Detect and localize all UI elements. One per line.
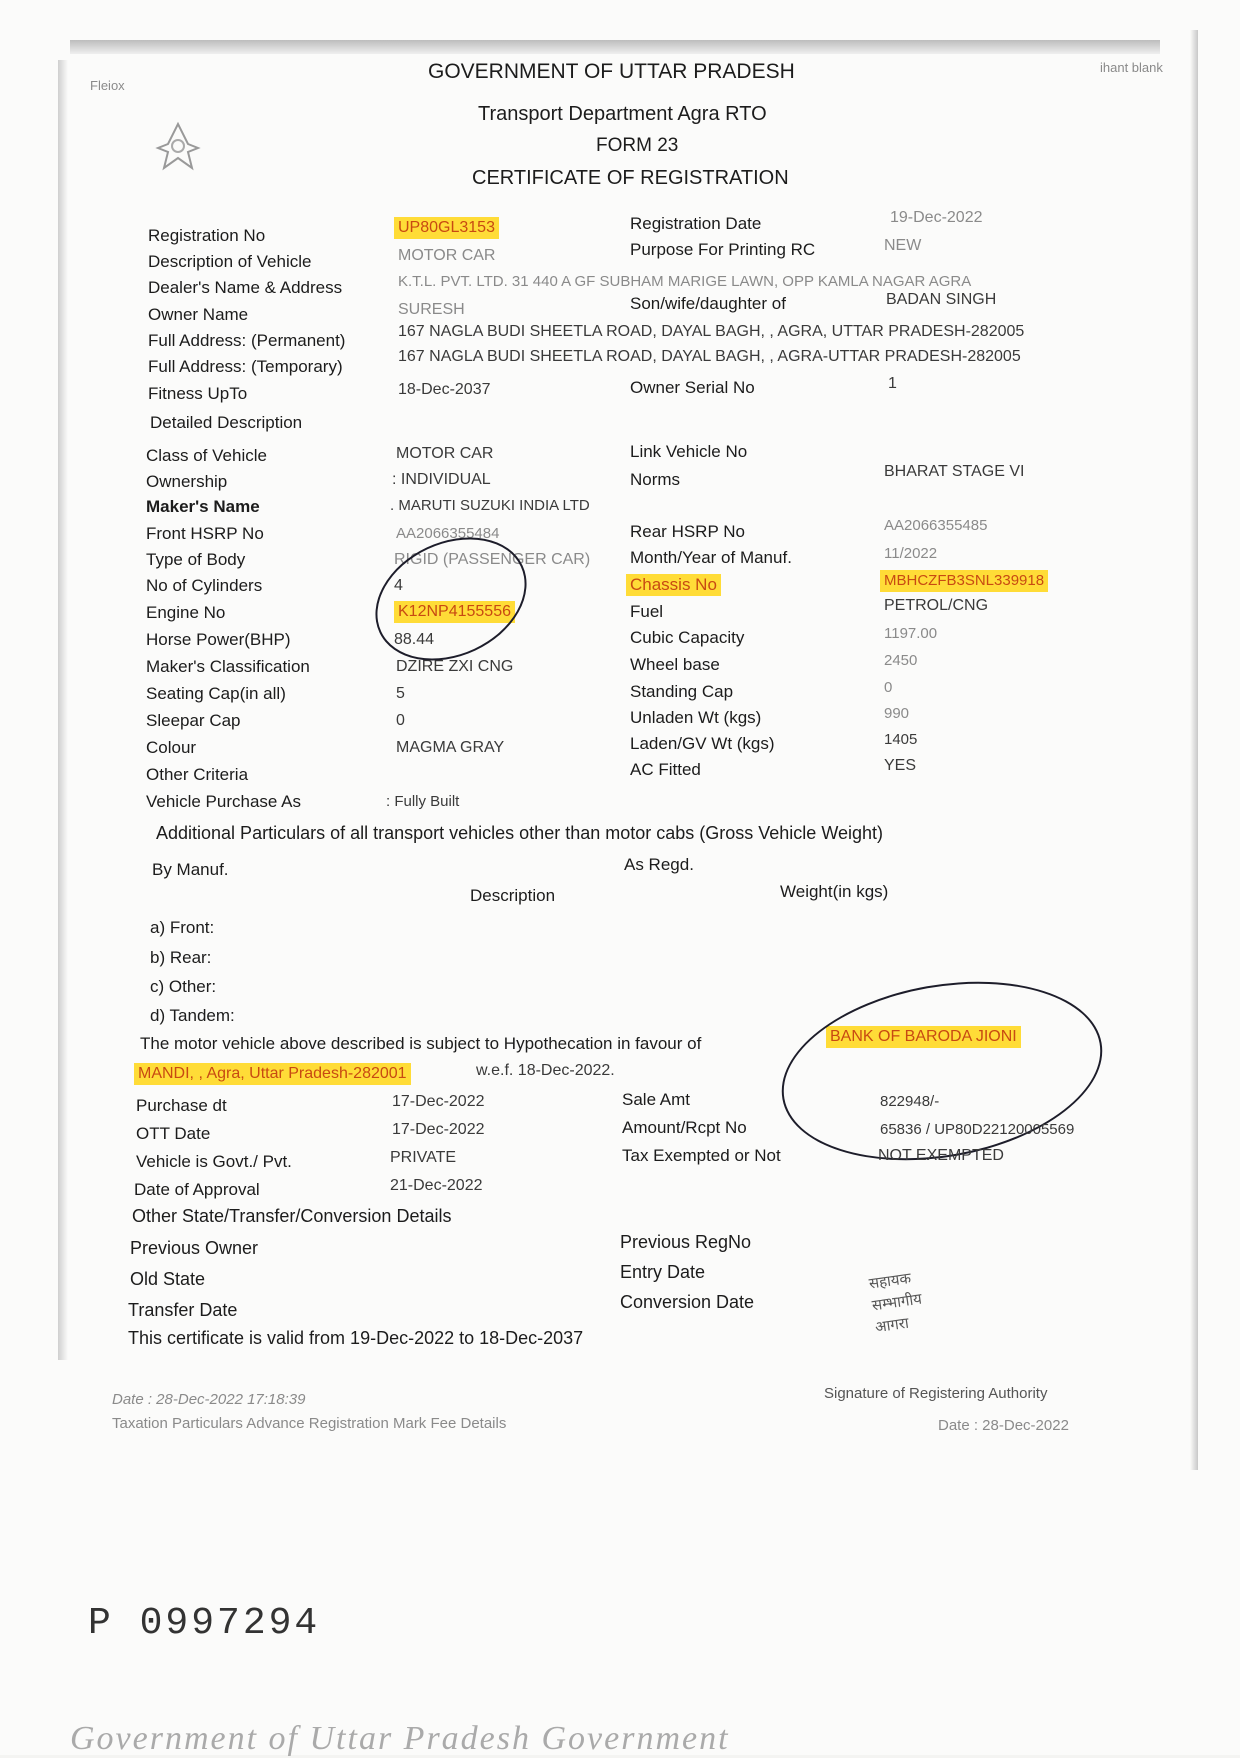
field-label: Seating Cap(in all): [146, 684, 286, 703]
chassis-number: MBHCZFB3SNL339918: [880, 570, 1048, 592]
field-label: Norms: [630, 470, 681, 489]
field-label: Fuel: [630, 602, 664, 621]
field-value: 822948/-: [880, 1093, 940, 1110]
field-value: BADAN SINGH: [886, 291, 997, 308]
field-label: Entry Date: [620, 1262, 706, 1282]
field-label: Colour: [146, 738, 197, 757]
field-label: Class of Vehicle: [146, 446, 267, 465]
other-state-heading: Other State/Transfer/Conversion Details: [132, 1206, 452, 1226]
footer-watermark: Government of Uttar Pradesh Government: [70, 1720, 730, 1757]
field-label: Owner Name: [148, 305, 249, 324]
hypothecation-text: The motor vehicle above described is subject to Hypothecation in favour of: [140, 1034, 702, 1053]
engine-number: K12NP4155556: [394, 601, 515, 623]
field-value: 2450: [884, 652, 918, 669]
hypothecation-bank: BANK OF BARODA JIONI: [826, 1026, 1021, 1048]
weight-row: a) Front:: [150, 918, 215, 937]
field-label: Purchase dt: [136, 1096, 227, 1115]
field-value: 1197.00: [884, 625, 938, 642]
field-value: 21-Dec-2022: [390, 1177, 483, 1194]
field-value: 17-Dec-2022: [392, 1093, 485, 1110]
signature-label: Signature of Registering Authority: [824, 1385, 1048, 1402]
field-label: Previous Owner: [130, 1238, 259, 1258]
department-title: Transport Department Agra RTO: [478, 103, 767, 125]
form-number: FORM 23: [596, 135, 679, 156]
field-value: 5: [396, 685, 405, 702]
scan-edge-left: [58, 60, 68, 1360]
additional-heading: Additional Particulars of all transport vehicles other than motor cabs (Gross Vehicle Weight): [156, 823, 884, 843]
field-label: Wheel base: [630, 655, 720, 674]
field-label: Fitness UpTo: [148, 384, 248, 403]
validity-statement: This certificate is valid from 19-Dec-2022 to 18-Dec-2037: [128, 1328, 584, 1348]
field-label: Owner Serial No: [630, 378, 755, 397]
chassis-number-label: Chassis No: [626, 574, 721, 596]
corner-note-right: ihant blank: [1100, 60, 1163, 75]
field-label: Cubic Capacity: [630, 628, 745, 647]
field-value: 88.44: [394, 631, 435, 648]
field-label: Sleepar Cap: [146, 711, 241, 730]
field-label: Registration No: [148, 226, 266, 245]
field-label: Horse Power(BHP): [146, 630, 291, 649]
field-label: Laden/GV Wt (kgs): [630, 734, 775, 753]
signature-stamp: सहायक सम्भागीय आगरा: [867, 1269, 923, 1337]
field-value: MOTOR CAR: [396, 445, 494, 462]
taxation-note: Taxation Particulars Advance Registration Mark Fee Details: [112, 1415, 507, 1432]
by-manuf-label: By Manuf.: [152, 860, 229, 879]
field-value: DZIRE ZXI CNG: [396, 658, 514, 675]
field-value: NEW: [884, 237, 922, 254]
field-label: Conversion Date: [620, 1292, 755, 1312]
corner-note-left: Fleiox: [90, 78, 125, 93]
weight-heading: Weight(in kgs): [780, 882, 889, 901]
field-value: MOTOR CAR: [398, 247, 496, 264]
field-label: Date of Approval: [134, 1180, 260, 1199]
scan-edge-top: [70, 40, 1160, 54]
field-value: 19-Dec-2022: [890, 209, 983, 226]
field-value: 4: [394, 577, 403, 594]
field-label: Type of Body: [146, 550, 246, 569]
field-value: 0: [396, 712, 405, 729]
hypothecation-bank-address: MANDI, , Agra, Uttar Pradesh-282001: [134, 1063, 411, 1085]
field-value: : INDIVIDUAL: [392, 471, 491, 488]
field-value: 11/2022: [884, 545, 938, 562]
field-label: Registration Date: [630, 214, 762, 233]
field-value: SURESH: [398, 301, 465, 318]
field-value: PETROL/CNG: [884, 597, 989, 614]
scan-edge-right: [1190, 30, 1198, 1470]
field-label: AC Fitted: [630, 760, 701, 779]
field-value: PRIVATE: [390, 1149, 457, 1166]
field-label: Rear HSRP No: [630, 522, 745, 541]
field-label: Old State: [130, 1269, 206, 1289]
signature-date: Date : 28-Dec-2022: [938, 1417, 1069, 1434]
print-date: Date : 28-Dec-2022 17:18:39: [112, 1391, 306, 1408]
as-regd-label: As Regd.: [624, 855, 694, 874]
registration-number: UP80GL3153: [394, 217, 499, 239]
field-value: 167 NAGLA BUDI SHEETLA ROAD, DAYAL BAGH, , AGRA, UTTAR PRADESH-282005: [398, 323, 1025, 340]
state-emblem-icon: [138, 118, 218, 174]
field-label: Full Address: (Permanent): [148, 331, 346, 350]
field-value: 0: [884, 679, 893, 696]
field-value: K.T.L. PVT. LTD. 31 440 A GF SUBHAM MARIGE LAWN, OPP KAMLA NAGAR AGRA: [398, 273, 972, 290]
field-label: Vehicle is Govt./ Pvt.: [136, 1152, 292, 1171]
field-label: Engine No: [146, 603, 226, 622]
field-value: 1405: [884, 731, 918, 748]
field-label: Vehicle Purchase As: [146, 792, 301, 811]
field-label: Other Criteria: [146, 765, 249, 784]
pen-circle-engine: [355, 514, 546, 684]
field-value: 17-Dec-2022: [392, 1121, 485, 1138]
field-label: No of Cylinders: [146, 576, 263, 595]
field-value: AA2066355484: [396, 525, 500, 542]
field-label: Full Address: (Temporary): [148, 357, 343, 376]
field-label: Tax Exempted or Not: [622, 1146, 781, 1165]
field-label: Description of Vehicle: [148, 252, 312, 271]
field-label: Unladen Wt (kgs): [630, 708, 762, 727]
field-label: Maker's Name: [146, 497, 260, 516]
weight-row: b) Rear:: [150, 948, 212, 967]
field-label: Sale Amt: [622, 1090, 691, 1109]
field-label: Amount/Rcpt No: [622, 1118, 747, 1137]
field-value: AA2066355485: [884, 517, 988, 534]
field-label: Ownership: [146, 472, 228, 491]
weight-row: d) Tandem:: [150, 1006, 235, 1025]
field-label: Front HSRP No: [146, 524, 264, 543]
field-value: RIGID (PASSENGER CAR): [394, 551, 591, 568]
field-label: Transfer Date: [128, 1300, 238, 1320]
field-label: Son/wife/daughter of: [630, 294, 786, 313]
field-label: Link Vehicle No: [630, 442, 748, 461]
field-value: YES: [884, 757, 917, 774]
field-value: 167 NAGLA BUDI SHEETLA ROAD, DAYAL BAGH, , AGRA-UTTAR PRADESH-282005: [398, 348, 1021, 365]
field-value: 65836 / UP80D22120005569: [880, 1121, 1075, 1138]
government-title: GOVERNMENT OF UTTAR PRADESH: [428, 60, 795, 83]
weight-row: c) Other:: [150, 977, 217, 996]
field-value: . MARUTI SUZUKI INDIA LTD: [390, 497, 590, 514]
field-label: Previous RegNo: [620, 1232, 752, 1252]
detailed-description-heading: Detailed Description: [150, 413, 303, 432]
field-value: MAGMA GRAY: [396, 739, 505, 756]
hypothecation-date: w.e.f. 18-Dec-2022.: [476, 1062, 615, 1079]
field-value: 18-Dec-2037: [398, 381, 491, 398]
field-value: 1: [888, 375, 897, 392]
field-label: Maker's Classification: [146, 657, 310, 676]
certificate-title: CERTIFICATE OF REGISTRATION: [472, 167, 789, 189]
field-value: : Fully Built: [386, 793, 460, 810]
description-heading: Description: [470, 886, 556, 905]
field-label: Standing Cap: [630, 682, 734, 701]
field-label: Month/Year of Manuf.: [630, 548, 792, 567]
field-value: BHARAT STAGE VI: [884, 463, 1025, 480]
document-serial: P 0997294: [88, 1602, 321, 1645]
field-label: OTT Date: [136, 1124, 211, 1143]
field-value: NOT EXEMPTED: [878, 1147, 1004, 1164]
field-label: Dealer's Name & Address: [148, 278, 343, 297]
field-value: 990: [884, 705, 910, 722]
field-label: Purpose For Printing RC: [630, 240, 816, 259]
